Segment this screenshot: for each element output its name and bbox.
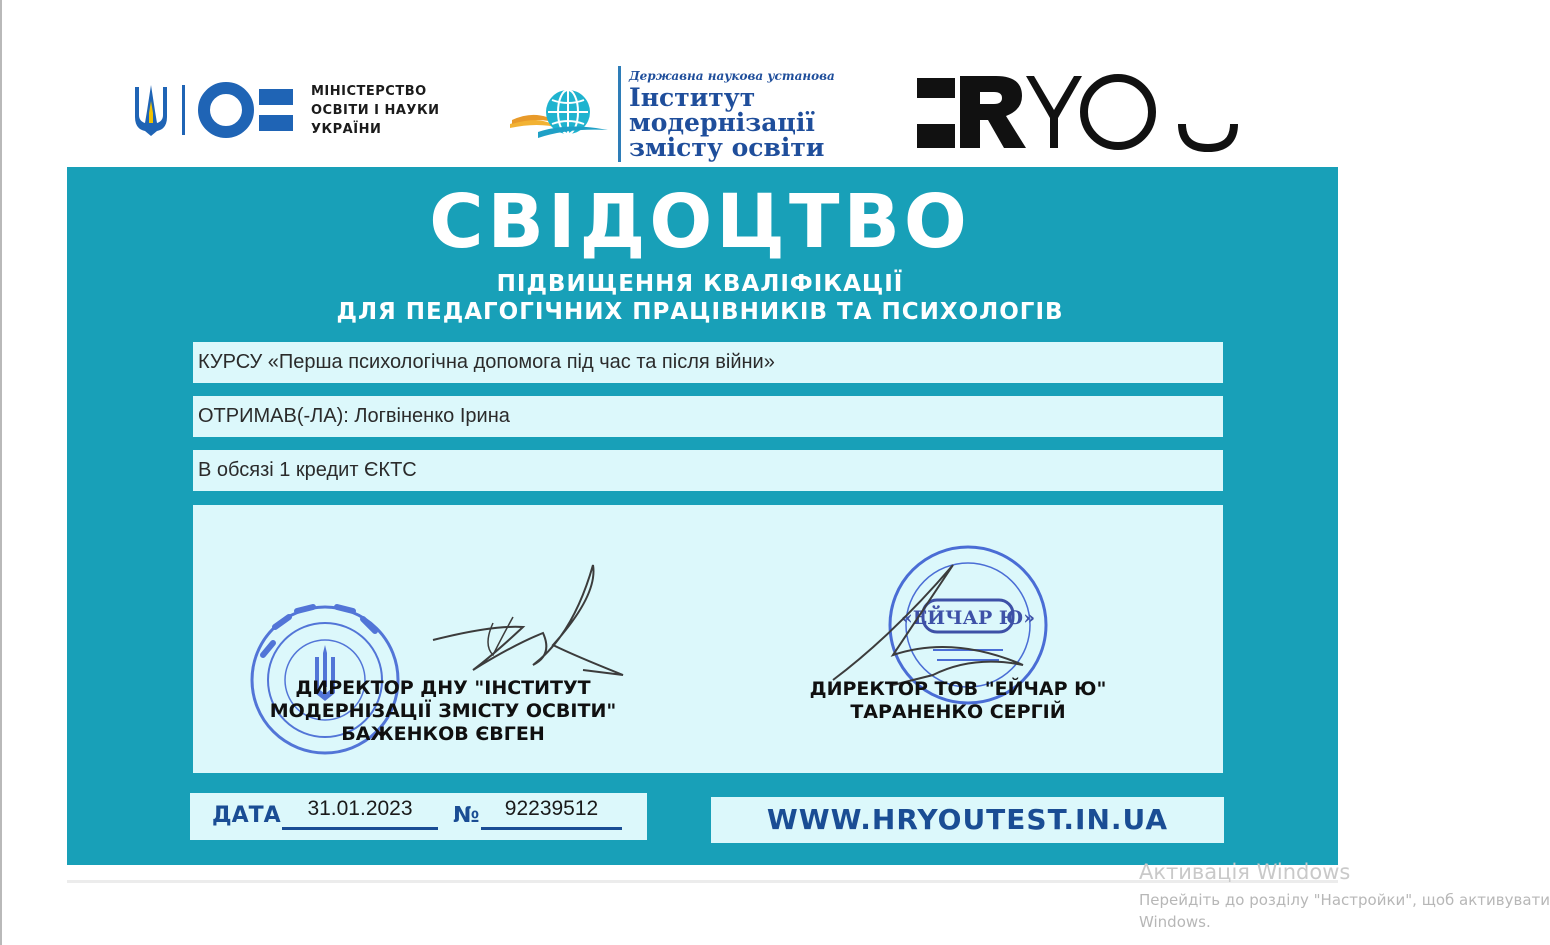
right-director-name: ТАРАНЕНКО СЕРГІЙ [850,701,1066,723]
institute-bar [618,66,621,162]
left-director-line-1: ДИРЕКТОР ДНУ "ІНСТИТУТ [295,677,591,699]
subtitle-line-1: ПІДВИЩЕННЯ КВАЛІФІКАЦІЇ [496,271,904,297]
website-url: WWW.HRYOUTEST.IN.UA [711,797,1224,843]
course-field: КУРСУ «Перша психологічна допомога під час та після війни» [193,342,1223,383]
number-label: № [453,803,480,828]
logo-separator [182,85,185,135]
institute-line-1: Інститут [629,82,756,112]
globe-book-icon [508,84,612,144]
trident-icon [132,83,170,137]
ministry-line-3: УКРАЇНИ [311,121,382,137]
certificate-title: СВІДОЦТВО [429,179,971,265]
ministry-line-2: ОСВІТИ І НАУКИ [311,102,440,118]
left-director-signature [233,677,653,746]
ministry-line-1: МІНІСТЕРСТВО [311,83,427,99]
watermark-line-2: Windows. [1139,913,1211,931]
header-logos [0,0,1400,168]
subtitle-line-2: ДЛЯ ПЕДАГОГІЧНИХ ПРАЦІВНИКІВ ТА ПСИХОЛОГІВ [336,299,1064,325]
institute-name [629,69,835,160]
ministry-logo [132,80,439,140]
right-director-signature [753,678,1163,724]
left-director-line-2: МОДЕРНІЗАЦІЇ ЗМІСТУ ОСВІТИ" [269,700,617,722]
institute-line-2: модернізації [629,107,815,137]
volume-field: В обсязі 1 кредит ЄКТС [193,450,1223,491]
watermark-title: Активація Windows [1139,860,1351,884]
date-value: 31.01.2023 [282,795,438,830]
certificate-number: 92239512 [481,795,622,830]
right-director-title: ДИРЕКТОР ТОВ "ЕЙЧАР Ю" [809,678,1107,700]
ministry-mark-icon [199,80,299,140]
signature-area [193,505,1223,773]
date-label: ДАТА [212,803,281,828]
right-stamp-center-text: «ЕЙЧАР Ю» [900,607,1036,629]
left-director-name: БАЖЕНКОВ ЄВГЕН [341,723,545,745]
hryou-logo [914,70,1244,154]
ministry-name [311,82,439,139]
windows-activation-watermark [1139,858,1550,933]
institute-line-3: змісту освіти [629,132,825,162]
watermark-line-1: Перейдіть до розділу "Настройки", щоб активувати [1139,891,1550,909]
institute-type: Державна наукова установа [629,68,835,83]
date-number-box [190,793,647,840]
recipient-field: ОТРИМАВ(-ЛА): Логвіненко Ірина [193,396,1223,437]
left-signature-icon [433,565,623,675]
institute-logo [508,62,835,166]
